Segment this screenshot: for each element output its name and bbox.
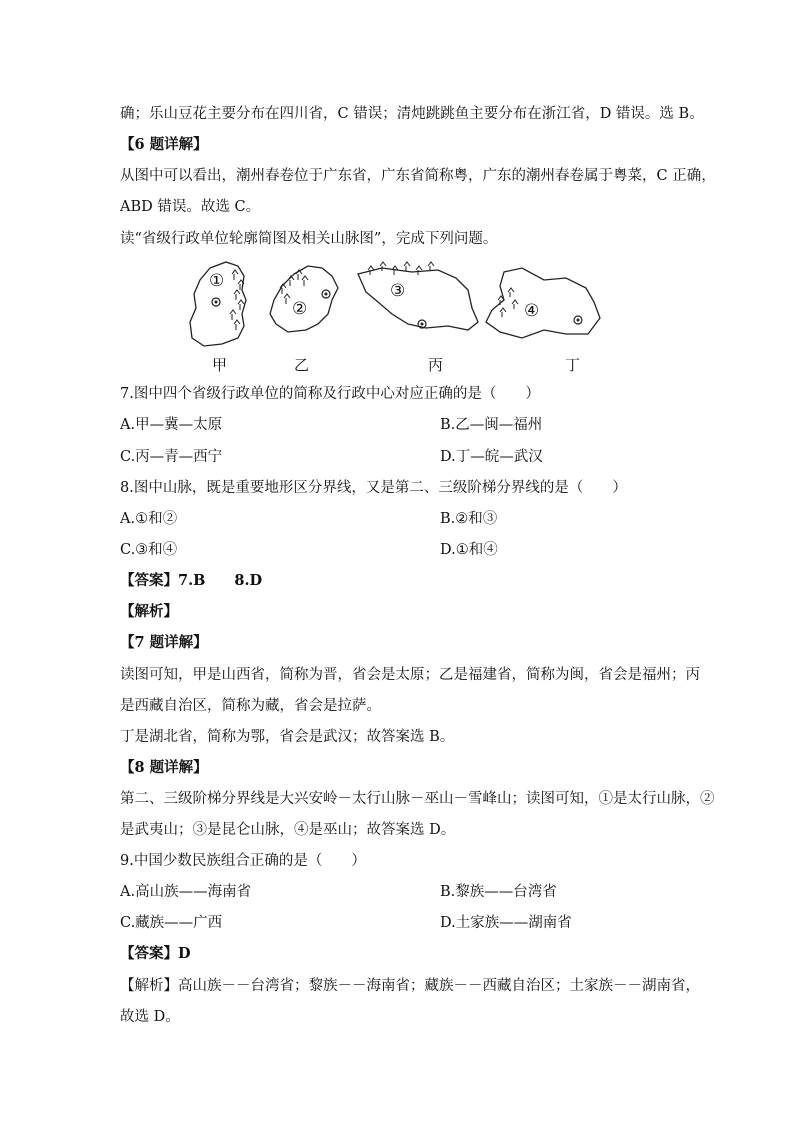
text-line: 确；乐山豆花主要分布在四川省，C 错误；清炖跳跳鱼主要分布在浙江省，D 错误。选 B。 bbox=[120, 106, 704, 122]
intro-line: 读“省级行政单位轮廓简图及相关山脉图”，完成下列问题。 bbox=[120, 231, 498, 247]
answer-7-8: 【答案】7.B 8.D bbox=[120, 572, 263, 589]
map-label-yi: 乙 bbox=[294, 356, 310, 374]
map-ding bbox=[486, 268, 600, 338]
map-label-jia: 甲 bbox=[212, 356, 228, 374]
option-8b: B.②和③ bbox=[440, 511, 498, 527]
analysis-9-line: 【解析】高山族－－台湾省；黎族－－海南省；藏族－－西藏自治区；土家族－－湖南省， bbox=[120, 978, 700, 994]
question-9: 9.中国少数民族组合正确的是（ ） bbox=[120, 853, 366, 869]
map-label-ding: 丁 bbox=[565, 356, 581, 374]
section-heading-7: 【7 题详解】 bbox=[120, 634, 208, 651]
mountain-number-3: ③ bbox=[390, 281, 406, 301]
section-heading-6: 【6 题详解】 bbox=[120, 136, 208, 153]
text-line: ABD 错误。故选 C。 bbox=[120, 199, 261, 215]
text-line: 从图中可以看出，潮州春卷位于广东省，广东省简称粤，广东的潮州春卷属于粤菜，C 正确， bbox=[120, 168, 716, 184]
mountain-number-1: ① bbox=[209, 271, 225, 291]
question-8: 8.图中山脉，既是重要地形区分界线，又是第二、三级阶梯分界线的是（ ） bbox=[120, 480, 627, 496]
mountain-number-4: ④ bbox=[524, 301, 540, 321]
option-9a: A.高山族——海南省 bbox=[120, 884, 252, 900]
option-7b: B.乙—闽—福州 bbox=[440, 417, 543, 433]
option-7c: C.丙—青—西宁 bbox=[120, 449, 223, 465]
analysis-heading: 【解析】 bbox=[120, 603, 178, 620]
option-7d: D.丁—皖—武汉 bbox=[440, 449, 543, 465]
text-line: 是西藏自治区，简称为藏，省会是拉萨。 bbox=[120, 698, 381, 714]
text-line: 第二、三级阶梯分界线是大兴安岭－太行山脉－巫山－雪峰山；读图可知，①是太行山脉，② bbox=[120, 791, 715, 807]
answer-9: 【答案】D bbox=[120, 945, 191, 962]
mountain-number-2: ② bbox=[292, 299, 308, 319]
option-8a: A.①和② bbox=[120, 511, 178, 527]
province-outline-figure bbox=[182, 258, 614, 378]
text-line: 丁是湖北省，简称为鄂，省会是武汉；故答案选 B。 bbox=[120, 729, 455, 745]
text-line: 读图可知，甲是山西省，简称为晋，省会是太原；乙是福建省，简称为闽，省会是福州；丙 bbox=[120, 667, 700, 683]
option-9d: D.土家族——湖南省 bbox=[440, 915, 572, 931]
question-7: 7.图中四个省级行政单位的简称及行政中心对应正确的是（ ） bbox=[120, 386, 540, 402]
text-line: 是武夷山；③是昆仑山脉，④是巫山；故答案选 D。 bbox=[120, 822, 456, 838]
section-heading-8: 【8 题详解】 bbox=[120, 759, 208, 776]
analysis-9-line: 故选 D。 bbox=[120, 1009, 180, 1025]
province-outline-maps bbox=[182, 258, 614, 378]
option-8d: D.①和④ bbox=[440, 542, 498, 558]
option-7a: A.甲—冀—太原 bbox=[120, 417, 223, 433]
option-9c: C.藏族——广西 bbox=[120, 915, 223, 931]
option-9b: B.黎族——台湾省 bbox=[440, 884, 557, 900]
option-8c: C.③和④ bbox=[120, 542, 178, 558]
map-bing bbox=[358, 268, 478, 330]
map-label-bing: 丙 bbox=[428, 356, 444, 374]
